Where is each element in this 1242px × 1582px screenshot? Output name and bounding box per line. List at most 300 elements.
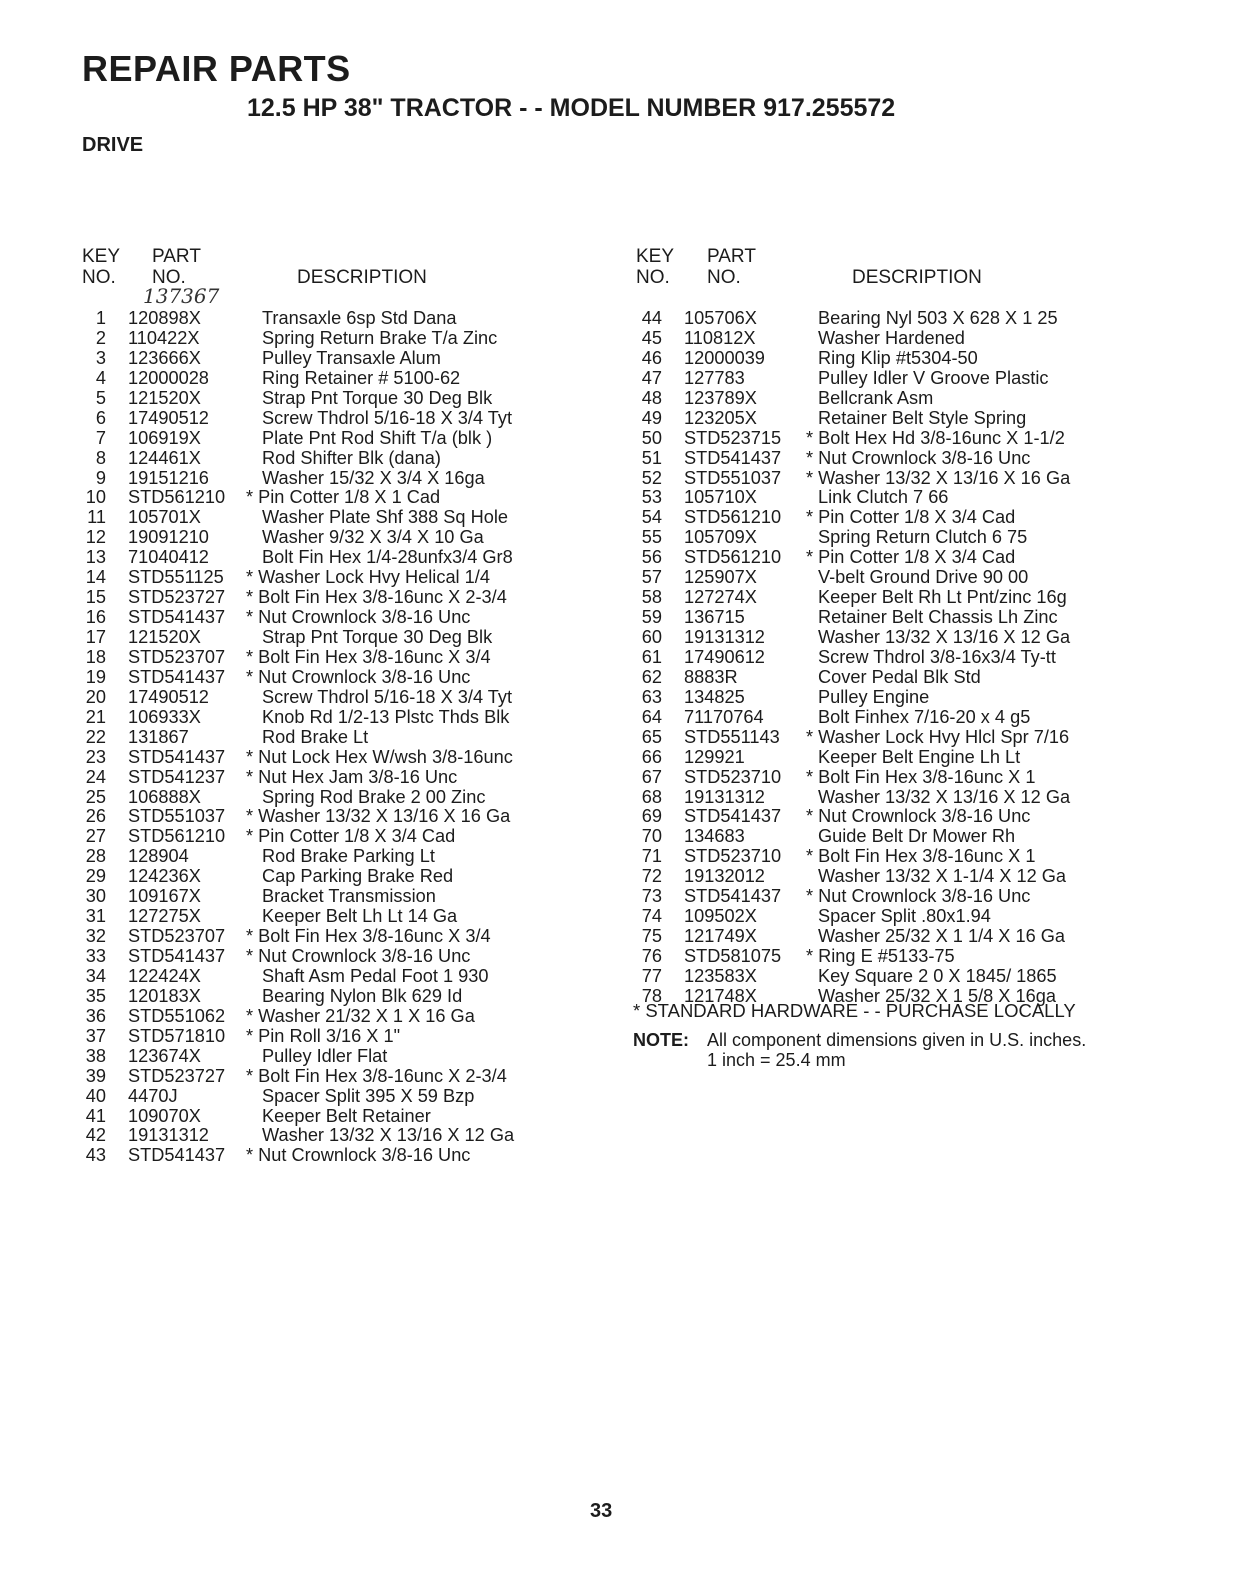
parts-row bbox=[636, 528, 1106, 548]
part-number: STD523715 bbox=[684, 427, 782, 448]
part-description: * Washer Lock Hvy Hlcl Spr 7/16 bbox=[806, 726, 1070, 747]
parts-row bbox=[636, 608, 1106, 628]
parts-row bbox=[80, 409, 550, 429]
part-description: Washer 9/32 X 3/4 X 10 Ga bbox=[262, 527, 484, 548]
part-number: 106888X bbox=[128, 786, 201, 807]
parts-row bbox=[80, 329, 550, 349]
parts-row bbox=[80, 847, 550, 867]
key-number: 67 bbox=[641, 766, 662, 787]
key-header-line2: NO. bbox=[82, 267, 116, 288]
part-number: 122424X bbox=[128, 965, 201, 986]
parts-row bbox=[636, 688, 1106, 708]
part-number: 17490612 bbox=[684, 646, 765, 667]
part-number: 123583X bbox=[684, 965, 757, 986]
part-description: Key Square 2 0 X 1845/ 1865 bbox=[818, 965, 1057, 986]
parts-row bbox=[636, 588, 1106, 608]
part-description: * Nut Crownlock 3/8-16 Unc bbox=[806, 447, 1031, 468]
key-number: 8 bbox=[95, 447, 106, 468]
part-number: STD541437 bbox=[128, 666, 226, 687]
part-number: 105701X bbox=[128, 507, 201, 528]
key-number: 62 bbox=[641, 666, 662, 687]
part-description: * Nut Crownlock 3/8-16 Unc bbox=[246, 1145, 471, 1166]
part-number: 17490512 bbox=[128, 686, 209, 707]
part-description: * Nut Lock Hex W/wsh 3/8-16unc bbox=[246, 746, 513, 767]
part-number: STD551037 bbox=[684, 467, 782, 488]
part-number: 121749X bbox=[684, 926, 757, 947]
part-number: 136715 bbox=[684, 607, 745, 628]
key-number: 36 bbox=[85, 1005, 106, 1026]
part-description: Bearing Nylon Blk 629 Id bbox=[262, 985, 463, 1006]
parts-row bbox=[636, 429, 1106, 449]
note-text: All component dimensions given in U.S. inches. bbox=[707, 1030, 1087, 1050]
parts-row bbox=[80, 488, 550, 508]
key-number: 7 bbox=[95, 427, 106, 448]
parts-row bbox=[636, 807, 1106, 827]
part-number: 109167X bbox=[128, 886, 201, 907]
key-number: 22 bbox=[85, 726, 106, 747]
parts-row bbox=[636, 847, 1106, 867]
part-number: 109502X bbox=[684, 906, 757, 927]
part-description: * Nut Crownlock 3/8-16 Unc bbox=[806, 806, 1031, 827]
key-number: 10 bbox=[85, 487, 106, 508]
model-subtitle: 12.5 HP 38" TRACTOR - - MODEL NUMBER 917.255572 bbox=[247, 94, 896, 122]
part-description: V-belt Ground Drive 90 00 bbox=[818, 567, 1029, 588]
parts-row bbox=[80, 768, 550, 788]
note-conversion: 1 inch = 25.4 mm bbox=[707, 1050, 846, 1070]
part-number: 123205X bbox=[684, 407, 757, 428]
part-description: Rod Shifter Blk (dana) bbox=[262, 447, 441, 468]
key-number: 6 bbox=[95, 407, 106, 428]
parts-row bbox=[80, 788, 550, 808]
key-number: 59 bbox=[641, 607, 662, 628]
parts-row bbox=[636, 628, 1106, 648]
key-header-line1: KEY bbox=[636, 246, 675, 267]
part-description: Washer 13/32 X 13/16 X 12 Ga bbox=[262, 1125, 515, 1146]
key-number: 70 bbox=[641, 826, 662, 847]
part-number: STD523710 bbox=[684, 846, 782, 867]
part-number: STD523707 bbox=[128, 926, 226, 947]
part-description: Screw Thdrol 5/16-18 X 3/4 Tyt bbox=[262, 686, 513, 707]
part-description: Knob Rd 1/2-13 Plstc Thds Blk bbox=[262, 706, 510, 727]
parts-row bbox=[80, 1007, 550, 1027]
right-column-header bbox=[636, 246, 1136, 290]
parts-row bbox=[80, 688, 550, 708]
part-number: 12000039 bbox=[684, 347, 765, 368]
parts-row bbox=[80, 1126, 550, 1146]
parts-row bbox=[636, 967, 1106, 987]
note-label: NOTE: bbox=[633, 1030, 689, 1050]
part-number: 123666X bbox=[128, 347, 201, 368]
part-number: STD541437 bbox=[684, 447, 782, 468]
part-header-line1: PART bbox=[152, 246, 201, 267]
part-number: 129921 bbox=[684, 746, 745, 767]
key-number: 4 bbox=[95, 367, 106, 388]
part-number: STD541437 bbox=[128, 607, 226, 628]
parts-row bbox=[636, 947, 1106, 967]
part-number: 128904 bbox=[128, 846, 189, 867]
key-number: 50 bbox=[641, 427, 662, 448]
key-number: 17 bbox=[85, 627, 106, 647]
part-number: 110422X bbox=[128, 327, 200, 348]
part-description: Bearing Nyl 503 X 628 X 1 25 bbox=[818, 308, 1058, 328]
key-number: 53 bbox=[641, 487, 662, 508]
key-number: 73 bbox=[641, 886, 662, 907]
parts-row bbox=[80, 389, 550, 409]
parts-row bbox=[636, 788, 1106, 808]
key-number: 74 bbox=[641, 906, 662, 927]
parts-list-left bbox=[80, 309, 550, 1166]
key-number: 42 bbox=[85, 1125, 106, 1146]
part-header-line1: PART bbox=[707, 246, 756, 267]
parts-row bbox=[80, 1027, 550, 1047]
parts-row bbox=[80, 608, 550, 628]
part-description: * Bolt Fin Hex 3/8-16unc X 2-3/4 bbox=[246, 1065, 507, 1086]
key-number: 54 bbox=[641, 507, 662, 528]
part-header bbox=[152, 246, 252, 288]
part-description: Link Clutch 7 66 bbox=[818, 487, 949, 508]
handwritten-annotation: 137367 bbox=[143, 284, 220, 308]
part-number: 106933X bbox=[128, 706, 201, 727]
parts-row bbox=[80, 728, 550, 748]
parts-row bbox=[636, 728, 1106, 748]
parts-row bbox=[636, 469, 1106, 489]
parts-row bbox=[80, 927, 550, 947]
part-description: Guide Belt Dr Mower Rh bbox=[818, 826, 1016, 847]
part-number: 19151216 bbox=[128, 467, 209, 488]
parts-list-right bbox=[636, 309, 1106, 1007]
part-number: STD541437 bbox=[684, 886, 782, 907]
key-number: 1 bbox=[95, 308, 106, 328]
part-description: Washer 15/32 X 3/4 X 16ga bbox=[262, 467, 485, 488]
key-number: 64 bbox=[641, 706, 662, 727]
key-number: 11 bbox=[87, 507, 106, 528]
section-heading: DRIVE bbox=[82, 134, 144, 156]
part-number: 17490512 bbox=[128, 407, 209, 428]
parts-row bbox=[636, 369, 1106, 389]
part-description: Spacer Split .80x1.94 bbox=[818, 906, 991, 927]
key-number: 55 bbox=[641, 527, 662, 548]
part-description: Ring Retainer # 5100-62 bbox=[262, 367, 461, 388]
key-number: 16 bbox=[85, 607, 106, 628]
part-number: 124236X bbox=[128, 866, 201, 887]
key-number: 20 bbox=[85, 686, 106, 707]
part-number: STD551062 bbox=[128, 1005, 226, 1026]
key-number: 31 bbox=[85, 906, 106, 927]
part-description: Washer 25/32 X 1 1/4 X 16 Ga bbox=[818, 926, 1066, 947]
parts-row bbox=[636, 449, 1106, 469]
key-number: 51 bbox=[641, 447, 662, 468]
parts-row bbox=[636, 927, 1106, 947]
key-number: 47 bbox=[641, 367, 662, 388]
parts-row bbox=[80, 369, 550, 389]
key-number: 76 bbox=[641, 946, 662, 966]
part-number: 19131312 bbox=[684, 786, 765, 807]
parts-row bbox=[80, 1047, 550, 1067]
key-number: 71 bbox=[641, 846, 662, 867]
parts-row bbox=[80, 648, 550, 668]
part-number: STD551125 bbox=[128, 567, 224, 588]
part-description: Bolt Fin Hex 1/4-28unfx3/4 Gr8 bbox=[262, 547, 513, 568]
part-description: * Pin Cotter 1/8 X 3/4 Cad bbox=[806, 507, 1016, 528]
key-number: 18 bbox=[85, 646, 106, 667]
key-number: 24 bbox=[85, 766, 106, 787]
part-description: Rod Brake Parking Lt bbox=[262, 846, 435, 867]
part-number: 106919X bbox=[128, 427, 201, 448]
parts-row bbox=[80, 588, 550, 608]
part-description: * Washer 13/32 X 13/16 X 16 Ga bbox=[806, 467, 1071, 488]
key-number: 29 bbox=[85, 866, 106, 887]
parts-row bbox=[80, 887, 550, 907]
part-description: Bracket Transmission bbox=[262, 886, 436, 907]
part-description: Plate Pnt Rod Shift T/a (blk ) bbox=[262, 427, 493, 448]
part-description: Keeper Belt Rh Lt Pnt/zinc 16g bbox=[818, 587, 1067, 608]
part-description: Spring Return Clutch 6 75 bbox=[818, 527, 1028, 548]
part-number: STD561210 bbox=[128, 826, 226, 847]
key-number: 43 bbox=[85, 1145, 106, 1166]
part-description: Screw Thdrol 5/16-18 X 3/4 Tyt bbox=[262, 407, 513, 428]
parts-row bbox=[636, 867, 1106, 887]
key-header-line1: KEY bbox=[82, 246, 121, 267]
part-description: Transaxle 6sp Std Dana bbox=[262, 308, 457, 328]
key-number: 44 bbox=[641, 308, 662, 328]
key-number: 12 bbox=[85, 527, 106, 548]
parts-row bbox=[80, 1146, 550, 1166]
part-number: STD561210 bbox=[684, 507, 782, 528]
part-description: * Bolt Fin Hex 3/8-16unc X 1 bbox=[806, 766, 1036, 787]
parts-row bbox=[636, 648, 1106, 668]
part-description: Pulley Idler V Groove Plastic bbox=[818, 367, 1049, 388]
parts-row bbox=[80, 449, 550, 469]
part-number: 19131312 bbox=[128, 1125, 209, 1146]
part-number: 121748X bbox=[684, 985, 757, 1006]
key-number: 33 bbox=[85, 946, 106, 966]
key-number: 66 bbox=[641, 746, 662, 767]
key-number: 34 bbox=[85, 965, 106, 986]
key-header bbox=[636, 246, 696, 288]
parts-row bbox=[636, 768, 1106, 788]
part-number: STD523710 bbox=[684, 766, 782, 787]
key-number: 65 bbox=[641, 726, 662, 747]
part-description: * Nut Crownlock 3/8-16 Unc bbox=[246, 607, 471, 628]
part-description: Pulley Engine bbox=[818, 686, 930, 707]
key-number: 14 bbox=[85, 567, 106, 588]
part-number: 125907X bbox=[684, 567, 757, 588]
part-description: Spring Return Brake T/a Zinc bbox=[262, 327, 498, 348]
part-description: Cap Parking Brake Red bbox=[262, 866, 454, 887]
part-number: STD571810 bbox=[128, 1025, 226, 1046]
parts-row bbox=[636, 568, 1106, 588]
parts-row bbox=[636, 548, 1106, 568]
description-header: DESCRIPTION bbox=[297, 267, 427, 288]
key-number: 72 bbox=[641, 866, 662, 887]
part-description: Screw Thdrol 3/8-16x3/4 Ty-tt bbox=[818, 646, 1056, 667]
part-description: * Bolt Fin Hex 3/8-16unc X 3/4 bbox=[246, 646, 491, 667]
part-number: 19131312 bbox=[684, 627, 765, 647]
parts-row bbox=[80, 947, 550, 967]
part-description: * Pin Cotter 1/8 X 3/4 Cad bbox=[246, 826, 456, 847]
parts-row bbox=[80, 967, 550, 987]
part-number: 8883R bbox=[684, 666, 738, 687]
part-description: * Nut Crownlock 3/8-16 Unc bbox=[246, 666, 471, 687]
parts-row bbox=[80, 867, 550, 887]
part-number: 123789X bbox=[684, 387, 757, 408]
part-number: 105706X bbox=[684, 308, 757, 328]
key-number: 75 bbox=[641, 926, 662, 947]
parts-row bbox=[636, 488, 1106, 508]
key-number: 69 bbox=[641, 806, 662, 827]
parts-row bbox=[80, 708, 550, 728]
parts-row bbox=[636, 887, 1106, 907]
part-number: 19091210 bbox=[128, 527, 209, 548]
key-number: 26 bbox=[85, 806, 106, 827]
key-number: 46 bbox=[641, 347, 662, 368]
part-description: * Washer Lock Hvy Helical 1/4 bbox=[246, 567, 490, 588]
part-number: 127783 bbox=[684, 367, 745, 388]
part-number: STD541437 bbox=[128, 1145, 226, 1166]
part-description: * Ring E #5133-75 bbox=[806, 946, 955, 966]
parts-row bbox=[80, 987, 550, 1007]
key-number: 38 bbox=[85, 1045, 106, 1066]
part-description: Strap Pnt Torque 30 Deg Blk bbox=[262, 627, 493, 647]
parts-row bbox=[80, 807, 550, 827]
part-description: Cover Pedal Blk Std bbox=[818, 666, 981, 687]
part-number: 134825 bbox=[684, 686, 745, 707]
key-number: 9 bbox=[95, 467, 106, 488]
key-number: 41 bbox=[85, 1105, 106, 1126]
key-number: 28 bbox=[85, 846, 106, 867]
part-number: STD523707 bbox=[128, 646, 226, 667]
part-description: Washer Hardened bbox=[818, 327, 965, 348]
parts-row bbox=[80, 528, 550, 548]
key-number: 56 bbox=[641, 547, 662, 568]
part-number: STD523727 bbox=[128, 1065, 226, 1086]
part-number: 127275X bbox=[128, 906, 201, 927]
standard-hardware-footnote: * STANDARD HARDWARE - - PURCHASE LOCALLY bbox=[633, 1000, 1076, 1021]
part-description: Bellcrank Asm bbox=[818, 387, 934, 408]
part-description: * Bolt Hex Hd 3/8-16unc X 1-1/2 bbox=[806, 427, 1065, 448]
key-number: 2 bbox=[95, 327, 106, 348]
part-number: 131867 bbox=[128, 726, 189, 747]
key-number: 27 bbox=[85, 826, 106, 847]
parts-row bbox=[80, 469, 550, 489]
key-number: 52 bbox=[641, 467, 662, 488]
part-number: 12000028 bbox=[128, 367, 209, 388]
part-number: 71040412 bbox=[128, 547, 209, 568]
parts-row bbox=[636, 508, 1106, 528]
key-number: 63 bbox=[641, 686, 662, 707]
key-number: 58 bbox=[641, 587, 662, 608]
key-number: 39 bbox=[85, 1065, 106, 1086]
parts-row bbox=[636, 708, 1106, 728]
key-number: 45 bbox=[641, 327, 662, 348]
parts-row bbox=[80, 508, 550, 528]
part-description: Washer 13/32 X 1-1/4 X 12 Ga bbox=[818, 866, 1067, 887]
part-description: Washer 25/32 X 1 5/8 X 16ga bbox=[818, 985, 1056, 1006]
part-number: 71170764 bbox=[684, 706, 764, 727]
part-description: * Pin Roll 3/16 X 1" bbox=[246, 1025, 401, 1046]
parts-row bbox=[80, 1087, 550, 1107]
key-header bbox=[82, 246, 142, 288]
part-description: Shaft Asm Pedal Foot 1 930 bbox=[262, 965, 489, 986]
part-description: * Pin Cotter 1/8 X 3/4 Cad bbox=[806, 547, 1016, 568]
parts-row bbox=[80, 1067, 550, 1087]
parts-row bbox=[80, 907, 550, 927]
description-header: DESCRIPTION bbox=[852, 267, 982, 288]
part-number: STD541237 bbox=[128, 766, 226, 787]
key-number: 68 bbox=[641, 786, 662, 807]
part-header-line2: NO. bbox=[707, 267, 741, 288]
parts-row bbox=[80, 429, 550, 449]
key-number: 19 bbox=[85, 666, 106, 687]
part-description: Keeper Belt Retainer bbox=[262, 1105, 431, 1126]
key-number: 60 bbox=[641, 627, 662, 647]
part-number: STD561210 bbox=[128, 487, 226, 508]
parts-row bbox=[80, 827, 550, 847]
part-number: 4470J bbox=[128, 1085, 178, 1106]
part-description: Retainer Belt Style Spring bbox=[818, 407, 1027, 428]
key-header-line2: NO. bbox=[636, 267, 670, 288]
part-description: * Bolt Fin Hex 3/8-16unc X 3/4 bbox=[246, 926, 491, 947]
key-number: 35 bbox=[85, 985, 106, 1006]
parts-row bbox=[636, 409, 1106, 429]
parts-row bbox=[80, 1107, 550, 1127]
key-number: 21 bbox=[85, 706, 106, 727]
part-number: STD551037 bbox=[128, 806, 226, 827]
part-number: 121520X bbox=[128, 627, 201, 647]
part-description: Washer 13/32 X 13/16 X 12 Ga bbox=[818, 786, 1071, 807]
part-description: * Nut Crownlock 3/8-16 Unc bbox=[246, 946, 471, 966]
parts-row bbox=[636, 907, 1106, 927]
part-number: STD523727 bbox=[128, 587, 226, 608]
key-number: 49 bbox=[641, 407, 662, 428]
part-number: 134683 bbox=[684, 826, 745, 847]
part-description: Rod Brake Lt bbox=[262, 726, 369, 747]
part-description: Keeper Belt Lh Lt 14 Ga bbox=[262, 906, 458, 927]
key-number: 37 bbox=[85, 1025, 106, 1046]
key-number: 40 bbox=[85, 1085, 106, 1106]
part-description: Washer 13/32 X 13/16 X 12 Ga bbox=[818, 627, 1071, 647]
parts-row bbox=[80, 309, 550, 329]
part-description: Spacer Split 395 X 59 Bzp bbox=[262, 1085, 475, 1106]
parts-row bbox=[80, 748, 550, 768]
part-number: 120183X bbox=[128, 985, 201, 1006]
key-number: 32 bbox=[85, 926, 106, 947]
part-description: Ring Klip #t5304-50 bbox=[818, 347, 978, 368]
part-description: Pulley Transaxle Alum bbox=[262, 347, 441, 368]
key-number: 5 bbox=[95, 387, 106, 408]
key-number: 77 bbox=[641, 965, 662, 986]
part-number: 120898X bbox=[128, 308, 201, 328]
key-number: 57 bbox=[641, 567, 662, 588]
part-number: 123674X bbox=[128, 1045, 201, 1066]
part-number: STD541437 bbox=[684, 806, 782, 827]
key-number: 48 bbox=[641, 387, 662, 408]
part-number: 109070X bbox=[128, 1105, 201, 1126]
part-description: * Nut Hex Jam 3/8-16 Unc bbox=[246, 766, 458, 787]
key-number: 23 bbox=[85, 746, 106, 767]
part-description: Bolt Finhex 7/16-20 x 4 g5 bbox=[818, 706, 1031, 727]
part-description: Keeper Belt Engine Lh Lt bbox=[818, 746, 1021, 767]
key-number: 25 bbox=[85, 786, 106, 807]
part-number: 124461X bbox=[128, 447, 201, 468]
part-number: 127274X bbox=[684, 587, 757, 608]
key-number: 3 bbox=[95, 347, 106, 368]
parts-row bbox=[636, 827, 1106, 847]
part-description: Washer Plate Shf 388 Sq Hole bbox=[262, 507, 509, 528]
key-number: 30 bbox=[85, 886, 106, 907]
parts-row bbox=[80, 548, 550, 568]
part-header bbox=[707, 246, 807, 288]
